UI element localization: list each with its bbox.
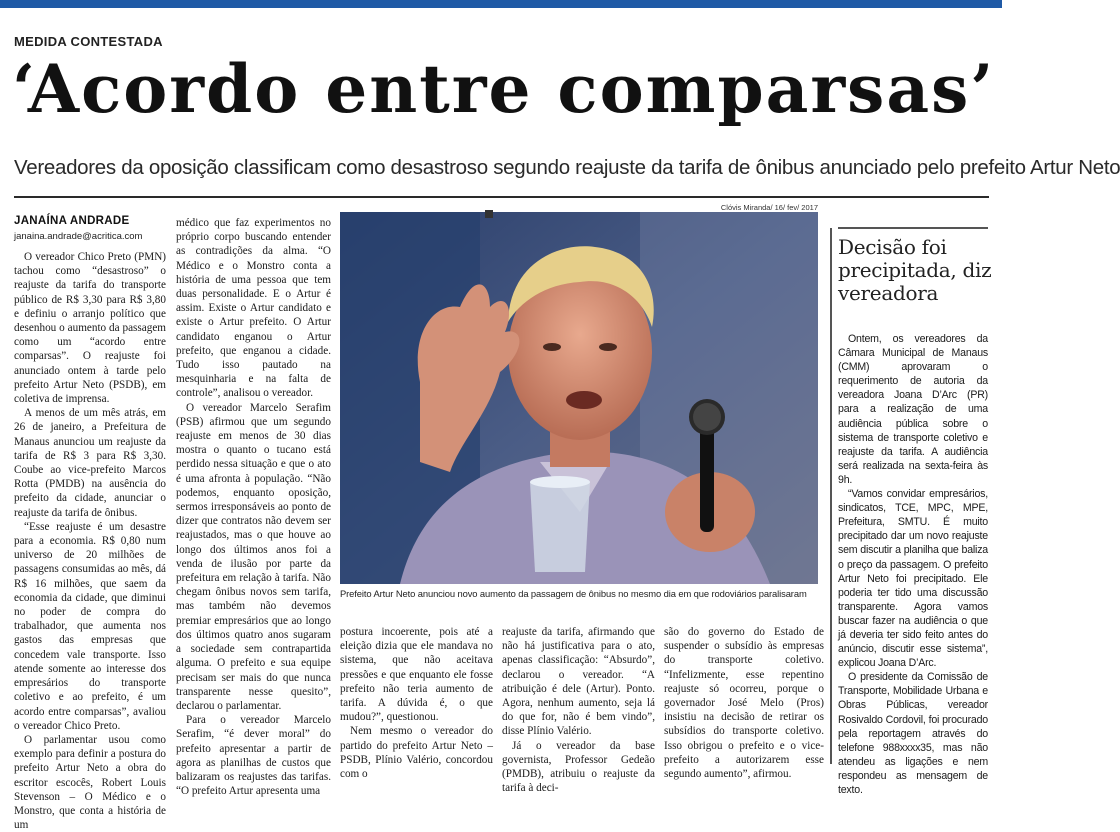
paragraph: médico que faz experimentos no próprio corpo buscando entender as contradições da alma. “O Médico e o Monstro conta a história de uma pessoa que tem duas personalidade. E o Artur é assim. Existe o Artur candidato e existe o Artur prefeito. O Artur candidato enganou o Artur prefeito, que enganou a cidade. Tudo isso pautado na mesquinharia e na falta de controle”, analisou o vereador. — [176, 217, 331, 400]
body-column-2 — [176, 216, 331, 798]
section-kicker: MEDIDA CONTESTADA — [14, 34, 163, 49]
paragraph: postura incoerente, pois até a eleição dizia que ele mandava no sistema, que não aceitava pressões e que enquanto ele fosse prefeito não teria aumento de tarifa. A dúvida é, o que mudou?”, questionou. — [340, 626, 493, 724]
headline: ‘Acordo entre comparsas’ — [12, 50, 996, 128]
paragraph: “Esse reajuste é um desastre para a economia. R$ 0,80 num universo de 20 milhões de passagens consumidas ao mês, dá R$ 16 milhões, que saem da economia da cidade, que diminui no poder de compra do trabalhador, que aumenta nos gastos das empresas que concedem vale transporte. Isso atende somente ao interesse dos empresários do transporte coletivo e ao prefeito, é um acordo entre comparsas”, avaliou o vereador Chico Preto. — [14, 520, 166, 732]
paragraph: O parlamentar usou como exemplo para definir a postura do prefeito Artur Neto a obra do escritor escocês, Robert Louis Stevenson – O Médico e o Monstro, que conta a história de um — [14, 733, 166, 832]
paragraph: O vereador Marcelo Serafim (PSB) afirmou que um segundo reajuste em menos de 30 dias mostra o quanto o tucano está perdido nessa situação e que o ato é uma afronta à população. “Não podemos, enquanto oposição, sermos irresponsáveis ao ponto de dizer que contratos não devem ser reajustados, mas o que houve ao longo dos últimos anos foi a venda de ilusão por parte da prefeitura em relação à tarifa. Não chegam ônibus novos sem tarifa, mas também não devemos premiar empresários que ao longo dos últimos quatro anos sugaram a sociedade sem contrapartida alguma. O prefeito e sua equipe precisam ser mais do que nunca transparente nesse quesito”, declarou o parlamentar. — [176, 401, 331, 712]
deck-subheadline: Vereadores da oposição classificam como desastroso segundo reajuste da tarifa de ônibus anunciado pelo prefeito Artur Neto — [14, 156, 1120, 179]
top-color-bar — [0, 0, 1002, 8]
sidebar-body — [838, 332, 988, 796]
paragraph: Já o vereador da base governista, Professor Gedeão (PMDB), atribuiu o reajuste da tarifa à deci- — [502, 739, 655, 795]
article-photo — [340, 212, 818, 584]
paragraph: Ontem, os vereadores da Câmara Municipal de Manaus (CMM) aprovaram o requerimento de autoria da vereadora Joana D’Arc (PR) para a realização de uma audiência pública sobre o sistema de transporte coletivo e reajuste da tarifa. A audiência será realizada na sexta-feira às 9h. — [838, 333, 988, 486]
paragraph: O presidente da Comissão de Transporte, Mobilidade Urbana e Obras Públicas, vereador Rosivaldo Cordovil, foi procurado pela reportagem através do telefone 988xxxx35, mas não atendeu as ligações e nem respondeu as mensagem de texto. — [838, 671, 988, 796]
sidebar-divider — [830, 228, 832, 764]
paragraph: Para o vereador Marcelo Serafim, “é dever moral” do prefeito apresentar a partir de agora as planilhas de custos que balizaram os reajustes das tarifas. “O prefeito Artur apresenta uma — [176, 714, 331, 798]
sidebar-title: Decisão foi precipitada, diz vereadora — [838, 235, 992, 305]
body-column-5 — [664, 625, 824, 781]
paragraph: Nem mesmo o vereador do partido do prefeito Artur Neto – PSDB, Plínio Valério, concordou com o — [340, 725, 493, 781]
photo-credit: Clóvis Miranda/ 16/ fev/ 2017 — [720, 203, 818, 212]
author-byline: JANAÍNA ANDRADE — [14, 215, 130, 227]
author-email: janaina.andrade@acritica.com — [14, 231, 143, 242]
paragraph: O vereador Chico Preto (PMN) tachou como “desastroso” o reajuste da tarifa do transporte público de R$ 3,30 para R$ 3,80 e definiu o arranjo político que desenhou o aumento da passagem como um “acordo entre comparsas”. O reajuste foi anunciado ontem à tarde pelo prefeito Artur Neto (PSDB), em coletiva de imprensa. — [14, 251, 166, 406]
body-column-4 — [502, 625, 655, 795]
paragraph: “Vamos convidar empresários, sindicatos, TCE, MPC, MPE, Prefeitura, SMTU. É muito precipitado dar um novo reajuste sem discutir a planilha que baliza o preço da passagem. O prefeito Artur Neto foi precipitado. Ele poderia ter tido uma discussão transparente. Agora vamos buscar fazer na audiência o que já deveria ter sido feito antes do anúncio, discutir esse sistema”, explicou Joana D’Arc. — [838, 488, 988, 670]
body-column-1 — [14, 250, 166, 832]
photo-caption: Prefeito Artur Neto anunciou novo aumento da passagem de ônibus no mesmo dia em que rodoviários paralisaram — [340, 588, 807, 599]
paragraph: reajuste da tarifa, afirmando que não há justificativa para o ato, apenas classificação: “Absurdo”, declarou o vereador. “A atribuição é dele (Artur). Ponto. Agora, nenhum aumento, seja lá do que for, não é bem vindo”, disse Plínio Valério. — [502, 626, 655, 738]
header-rule — [14, 196, 989, 198]
layout-marker — [485, 210, 493, 218]
photo-illustration — [340, 212, 818, 584]
paragraph: são do governo do Estado de suspender o subsídio às empresas do transporte coletivo. “Infelizmente, esse repentino reajuste só ocorreu, porque o governador José Melo (Pros) insistiu na decisão de retirar os subsídios do transporte coletivo. Isso obrigou o prefeito e o vice-prefeito a autorizarem esse segundo aumento”, afirmou. — [664, 626, 824, 781]
paragraph: A menos de um mês atrás, em 26 de janeiro, a Prefeitura de Manaus anunciou um reajuste da tarifa de R$ 3 para R$ 3,30. Coube ao vice-prefeito Marcos Rotta (PMDB) na ausência do prefeito da cidade, anunciar o reajuste da tarifa de ônibus. — [14, 407, 166, 519]
body-column-3 — [340, 625, 493, 781]
sidebar-top-rule — [838, 227, 988, 229]
